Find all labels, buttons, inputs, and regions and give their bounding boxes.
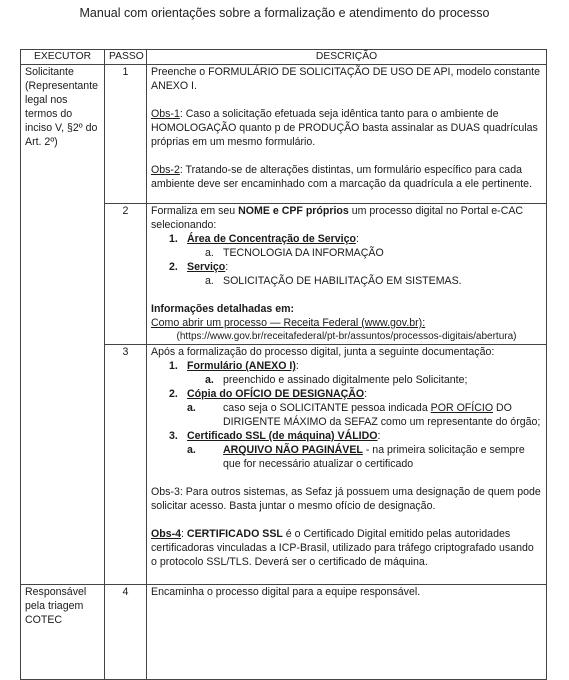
step-3-description [147, 345, 547, 585]
executor-cotec: Responsável pela triagem COTEC [21, 585, 105, 680]
table-row-step-1 [21, 65, 547, 204]
step-3-item-3-sub: a. ARQUIVO NÃO PAGINÁVEL - na primeira solicitação e sempre que for necessário atualizar o certificado [187, 444, 525, 470]
step-1-text: Preenche o FORMULÁRIO DE SOLICITAÇÃO DE USO DE API, modelo constante ANEXO I. [151, 66, 540, 92]
step-4-description: Encaminha o processo digital para a equipe responsável. [147, 585, 547, 680]
obs-4: Obs-4: CERTIFICADO SSL é o Certificado Digital emitido pelas autoridades certificadoras vinculadas a ICP-Brasil, utilizado para tráfego criptografado usando o protocolo SSL/TLS. Deverá ser o certificado de máquina. [151, 528, 534, 568]
step-number-2: 2 [105, 204, 147, 345]
obs-2-label: Obs-2 [151, 164, 180, 176]
step-2-item-2-sub: a. SOLICITAÇÃO DE HABILITAÇÃO EM SISTEMAS. [205, 275, 462, 287]
header-descricao: DESCRIÇÃO [147, 50, 547, 65]
table-row-step-4 [21, 585, 547, 680]
obs-2 [151, 163, 542, 191]
step-3-item-2-sub: a. caso seja o SOLICITANTE pessoa indicada POR OFÍCIO DO DIRIGENTE MÁXIMO da SEFAZ como um representante do órgão; [187, 402, 541, 428]
step-number-4: 4 [105, 585, 147, 680]
step-3-intro: Após a formalização do processo digital, junta a seguinte documentação: [151, 346, 495, 358]
executor-solicitante: Solicitante (Representante legal nos termos do inciso V, §2º do Art. 2º) [21, 65, 105, 585]
step-3-item-3: 3. Certificado SSL (de máquina) VÁLIDO: [169, 430, 381, 442]
step-1-description [147, 65, 547, 204]
step-2-description [147, 204, 547, 345]
step-3-item-1-sub: a. preenchido e assinado digitalmente pelo Solicitante; [205, 374, 468, 386]
obs-1-label: Obs-1 [151, 108, 180, 120]
obs-1 [151, 107, 542, 149]
step-2-item-1: 1. Área de Concentração de Serviço: [169, 233, 359, 245]
obs-3: Obs-3: Para outros sistemas, as Sefaz já possuem uma designação de quem pode solicitar acesso. Basta juntar o mesmo ofício de designação. [151, 486, 541, 512]
page-title: Manual com orientações sobre a formalização e atendimento do processo [79, 6, 490, 20]
step-2-item-1-sub: a. TECNOLOGIA DA INFORMAÇÃO [205, 247, 384, 259]
header-executor: EXECUTOR [21, 50, 105, 65]
obs-1-text: : Caso a solicitação efetuada seja idêntica tanto para o ambiente de HOMOLOGAÇÃO quanto p de PRODUÇÃO basta assinalar as DUAS quadrículas próprias em um mesmo formulário. [151, 108, 538, 148]
table-header-row [21, 50, 547, 65]
step-2-item-2: 2. Serviço: [169, 261, 229, 273]
info-label: Informações detalhadas em: [151, 303, 295, 315]
step-3-item-1: 1. Formulário (ANEXO I): [169, 360, 299, 372]
process-table [20, 49, 547, 680]
abertura-url[interactable]: (https://www.gov.br/receitafederal/pt-br/assuntos/processos-digitais/abertura) [176, 331, 517, 342]
step-2-intro: Formaliza em seu NOME e CPF próprios um processo digital no Portal e-CAC selecionando: [151, 205, 524, 231]
header-passo: PASSO [105, 50, 147, 65]
abertura-link[interactable]: Como abrir um processo — Receita Federal (www.gov.br): [151, 317, 426, 329]
step-number-1: 1 [105, 65, 147, 204]
obs-2-text: : Tratando-se de alterações distintas, um formulário específico para cada ambiente deve ser encaminhado com a marcação da quadrícula a ele pertinente. [151, 164, 533, 190]
step-number-3: 3 [105, 345, 147, 585]
step-3-item-2: 2. Cópia do OFÍCIO DE DESIGNAÇÃO: [169, 388, 368, 400]
